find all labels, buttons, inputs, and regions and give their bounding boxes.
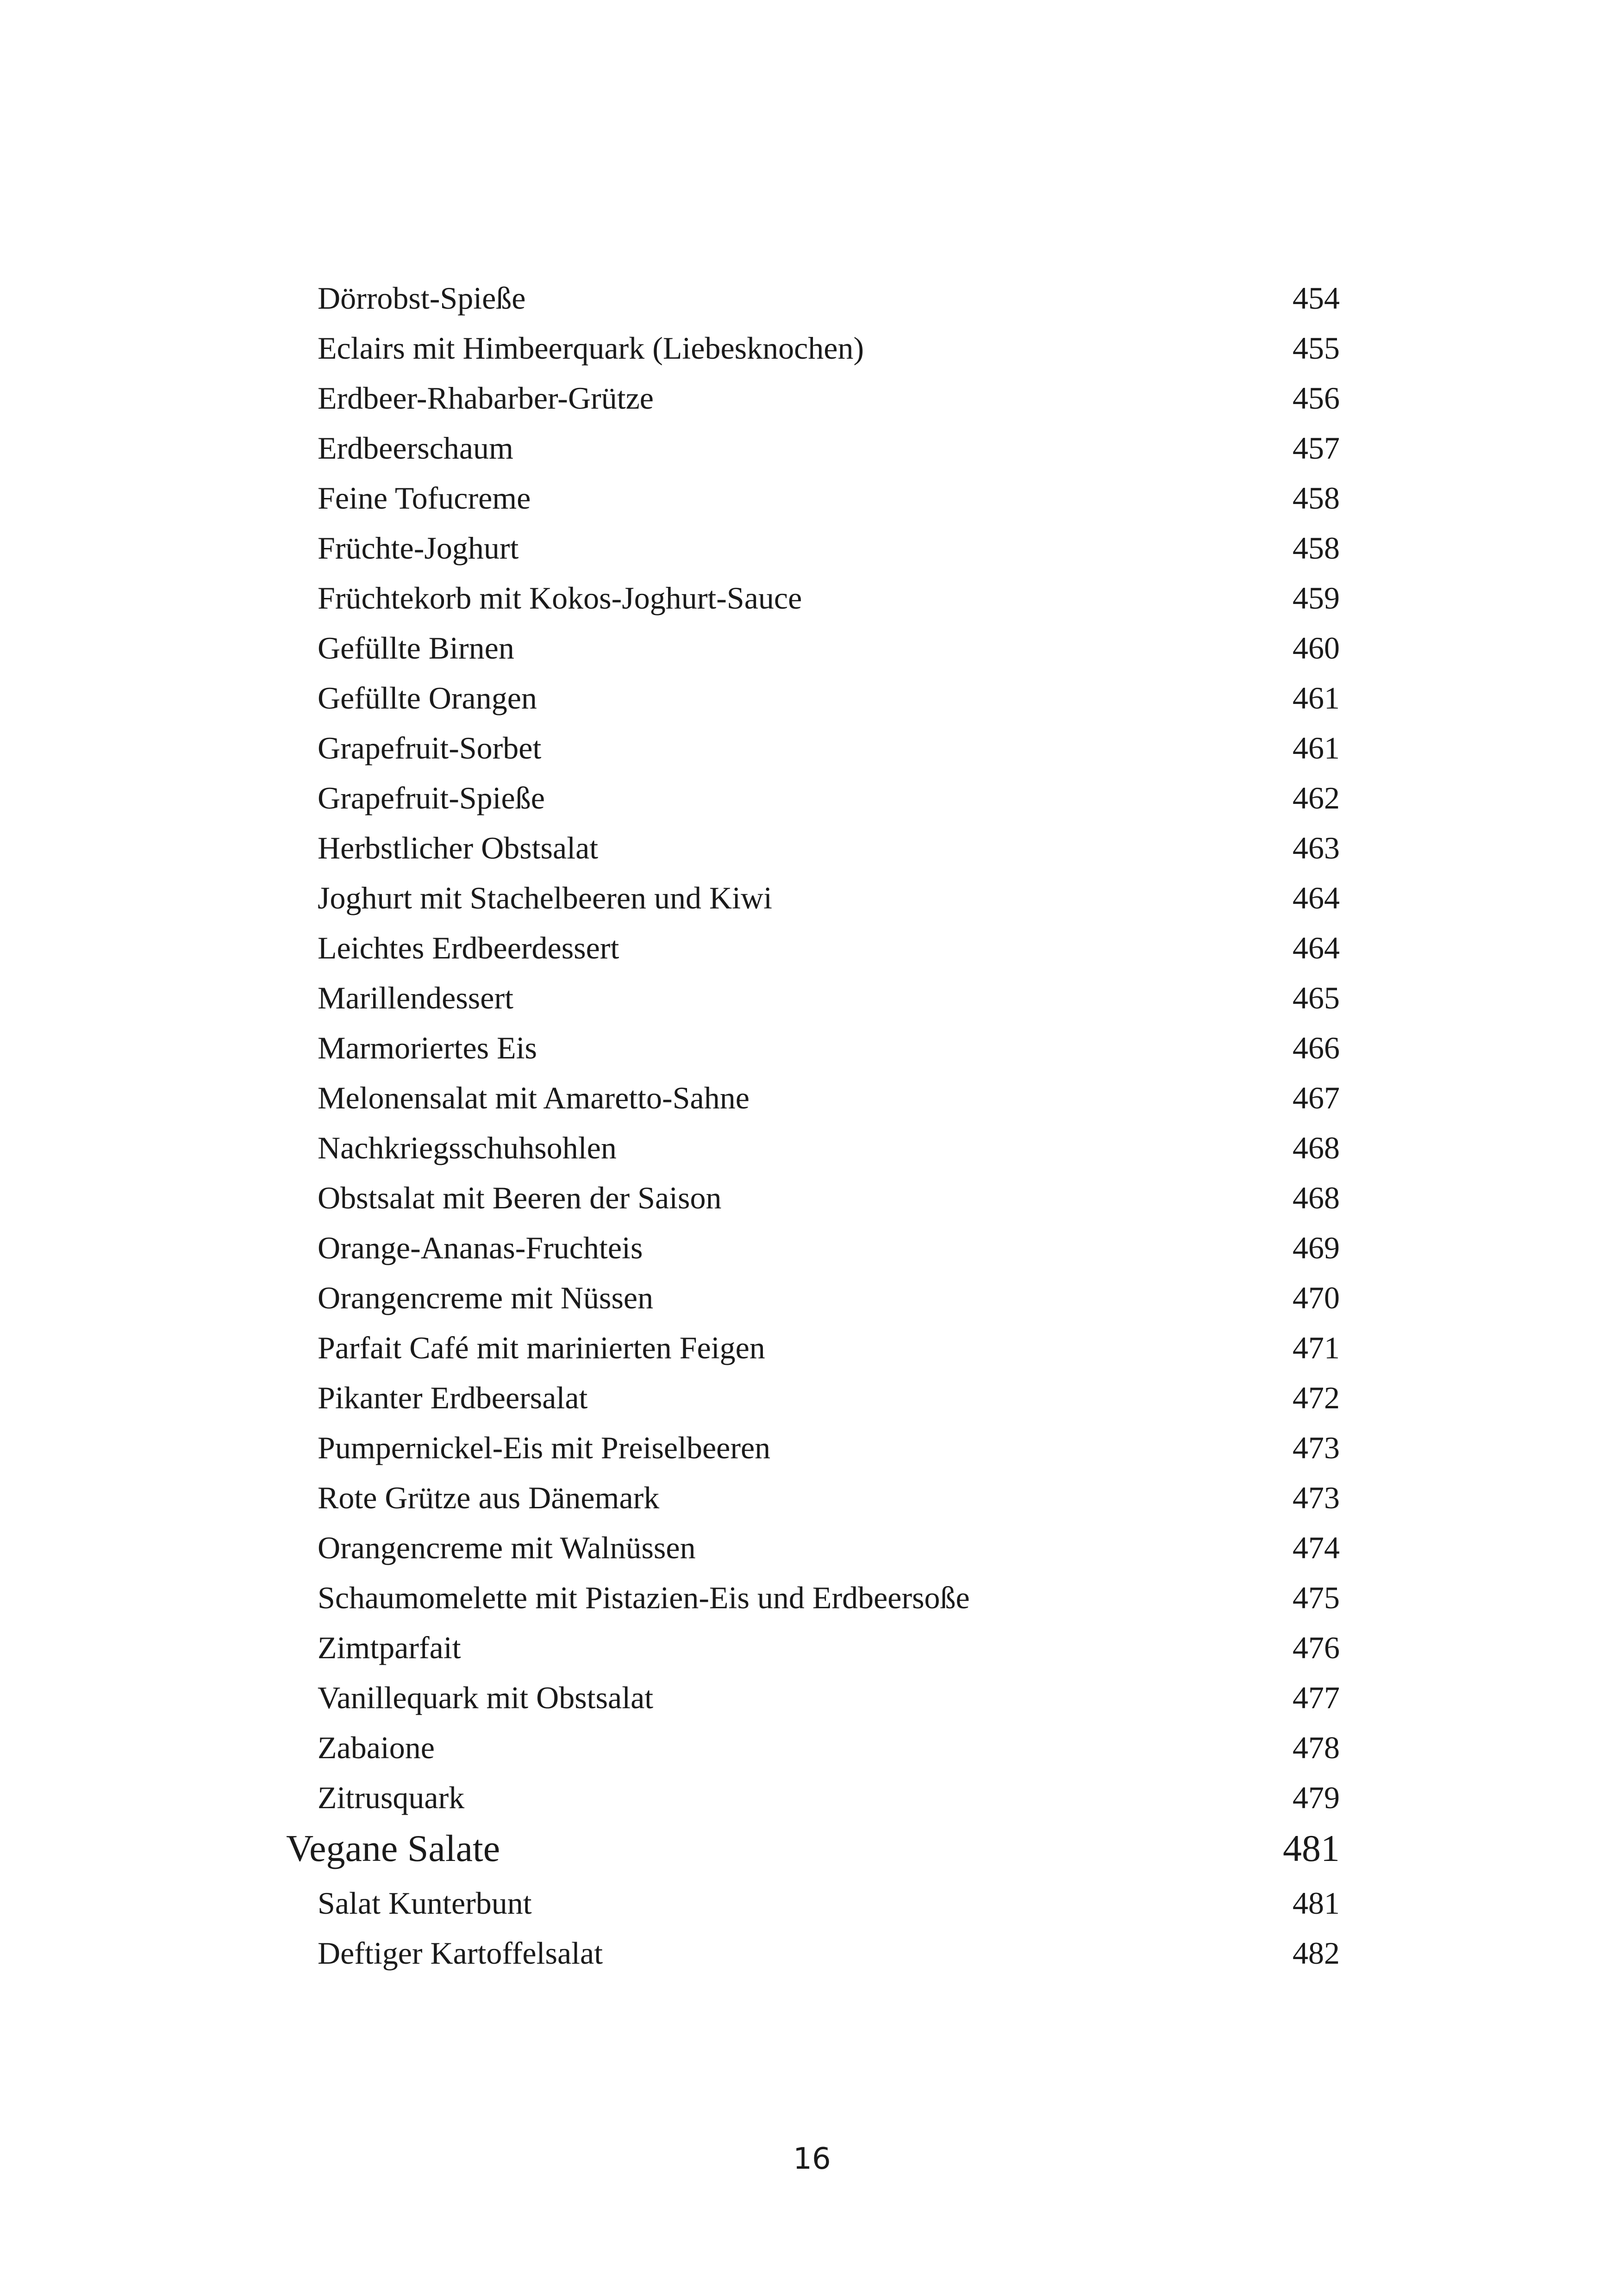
toc-section-heading xyxy=(286,1823,1340,1873)
toc-entry-page: 463 xyxy=(1293,830,1340,865)
toc-entry xyxy=(318,1423,1340,1473)
toc-entry xyxy=(318,623,1340,673)
toc-entry-title: Salat Kunterbunt xyxy=(318,1885,532,1921)
toc-entry-title: Nachkriegsschuhsohlen xyxy=(318,1130,617,1165)
toc-entry-title: Erdbeerschaum xyxy=(318,430,513,466)
toc-entry-page: 470 xyxy=(1293,1280,1340,1315)
toc-entry xyxy=(318,1023,1340,1073)
toc-entry-title: Früchte-Joghurt xyxy=(318,530,519,566)
toc-entry-page: 476 xyxy=(1293,1630,1340,1665)
page-number: 16 xyxy=(793,2142,831,2176)
toc-entry xyxy=(318,1878,1340,1928)
toc-entry-page: 477 xyxy=(1293,1680,1340,1715)
toc-entry-page: 458 xyxy=(1293,530,1340,566)
toc-entry xyxy=(318,1928,1340,1978)
toc-entry-page: 458 xyxy=(1293,480,1340,516)
toc-entry-title: Melonensalat mit Amaretto-Sahne xyxy=(318,1080,750,1115)
toc-entry-title: Joghurt mit Stachelbeeren und Kiwi xyxy=(318,880,773,915)
toc-entry xyxy=(318,773,1340,823)
toc-entry-title: Pumpernickel-Eis mit Preiselbeeren xyxy=(318,1430,771,1465)
toc-entry xyxy=(318,1523,1340,1573)
toc-entry xyxy=(318,823,1340,873)
toc-entry-title: Früchtekorb mit Kokos-Joghurt-Sauce xyxy=(318,580,802,616)
toc-entry-page: 454 xyxy=(1293,280,1340,316)
toc-entry-page: 471 xyxy=(1293,1330,1340,1365)
toc-entry-page: 461 xyxy=(1293,730,1340,765)
toc-entry-title: Herbstlicher Obstsalat xyxy=(318,830,599,865)
toc-entry-title: Grapefruit-Spieße xyxy=(318,780,545,815)
toc-entry-page: 478 xyxy=(1293,1730,1340,1765)
toc-entry-title: Orange-Ananas-Fruchteis xyxy=(318,1230,643,1265)
toc-entry-title: Eclairs mit Himbeerquark (Liebesknochen) xyxy=(318,330,864,366)
toc-entry-title: Deftiger Kartoffelsalat xyxy=(318,1935,603,1971)
toc-entry-page: 460 xyxy=(1293,630,1340,666)
toc-entry-title: Marmoriertes Eis xyxy=(318,1030,537,1065)
toc-entry xyxy=(318,423,1340,473)
toc-section-title: Vegane Salate xyxy=(286,1827,500,1869)
toc-entry xyxy=(318,323,1340,373)
toc-entry xyxy=(318,1373,1340,1423)
toc-entry-page: 474 xyxy=(1293,1530,1340,1565)
toc-section-page: 481 xyxy=(1283,1827,1340,1869)
toc-entry xyxy=(318,673,1340,723)
toc-entry xyxy=(318,1673,1340,1723)
toc-entry-page: 467 xyxy=(1293,1080,1340,1115)
toc-entry xyxy=(318,1273,1340,1323)
toc-entry-title: Parfait Café mit marinierten Feigen xyxy=(318,1330,765,1365)
toc-entry-page: 457 xyxy=(1293,430,1340,466)
toc-entry xyxy=(318,1123,1340,1173)
toc-entry xyxy=(318,873,1340,923)
toc-entry xyxy=(318,473,1340,523)
toc-entry xyxy=(318,723,1340,773)
toc-entry-page: 479 xyxy=(1293,1780,1340,1815)
toc-entry xyxy=(318,1723,1340,1773)
toc-entry xyxy=(318,923,1340,973)
toc-entry xyxy=(318,1173,1340,1223)
toc-entry-page: 459 xyxy=(1293,580,1340,616)
toc-entry-page: 461 xyxy=(1293,680,1340,716)
toc-entry-page: 466 xyxy=(1293,1030,1340,1065)
toc-entry xyxy=(318,1223,1340,1273)
toc-entry xyxy=(318,273,1340,323)
toc-entry-page: 465 xyxy=(1293,980,1340,1015)
toc-entry-page: 455 xyxy=(1293,330,1340,366)
toc-entry-title: Gefüllte Birnen xyxy=(318,630,514,666)
toc-entry-title: Gefüllte Orangen xyxy=(318,680,537,716)
toc-entry-title: Erdbeer-Rhabarber-Grütze xyxy=(318,380,654,416)
toc-entry-title: Marillendessert xyxy=(318,980,513,1015)
toc-entry xyxy=(318,373,1340,423)
toc-entry xyxy=(318,1323,1340,1373)
toc-entry-page: 482 xyxy=(1293,1935,1340,1971)
toc-entry-page: 473 xyxy=(1293,1430,1340,1465)
toc-entry xyxy=(318,1073,1340,1123)
toc-entry-title: Vanillequark mit Obstsalat xyxy=(318,1680,654,1715)
toc-entry xyxy=(318,1573,1340,1623)
toc-entry xyxy=(318,523,1340,573)
toc-entry-page: 456 xyxy=(1293,380,1340,416)
toc-entry xyxy=(318,1623,1340,1673)
toc-entry-title: Grapefruit-Sorbet xyxy=(318,730,542,765)
toc-entry-title: Obstsalat mit Beeren der Saison xyxy=(318,1180,722,1215)
toc-entry-title: Schaumomelette mit Pistazien-Eis und Erdbeersoße xyxy=(318,1580,970,1615)
toc-entry-title: Leichtes Erdbeerdessert xyxy=(318,930,619,965)
toc-entry-page: 468 xyxy=(1293,1180,1340,1215)
toc-entry-page: 473 xyxy=(1293,1480,1340,1515)
toc-entry xyxy=(318,973,1340,1023)
toc-entry-page: 481 xyxy=(1293,1885,1340,1921)
toc-entry-title: Feine Tofucreme xyxy=(318,480,531,516)
toc-entry-title: Rote Grütze aus Dänemark xyxy=(318,1480,660,1515)
toc-entry xyxy=(318,573,1340,623)
toc-entry xyxy=(318,1473,1340,1523)
toc-entry-title: Pikanter Erdbeersalat xyxy=(318,1380,588,1415)
toc-entry-page: 462 xyxy=(1293,780,1340,815)
toc-entry-title: Orangencreme mit Nüssen xyxy=(318,1280,654,1315)
toc-entry-page: 464 xyxy=(1293,930,1340,965)
toc-entry-page: 475 xyxy=(1293,1580,1340,1615)
toc-entry-page: 468 xyxy=(1293,1130,1340,1165)
toc-entry xyxy=(318,1773,1340,1823)
toc-entry-title: Zitrusquark xyxy=(318,1780,465,1815)
toc-entry-page: 469 xyxy=(1293,1230,1340,1265)
toc-entry-title: Zabaione xyxy=(318,1730,435,1765)
toc-entry-page: 464 xyxy=(1293,880,1340,915)
toc-entry-title: Zimtparfait xyxy=(318,1630,461,1665)
toc-entry-page: 472 xyxy=(1293,1380,1340,1415)
toc-entry-title: Dörrobst-Spieße xyxy=(318,280,526,316)
toc-entry-title: Orangencreme mit Walnüssen xyxy=(318,1530,696,1565)
